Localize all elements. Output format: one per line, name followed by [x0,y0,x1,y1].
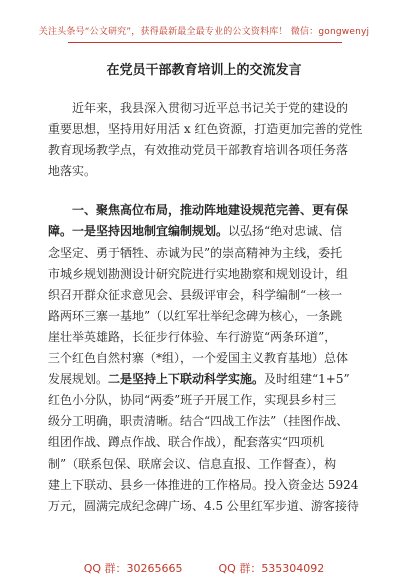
section-line: 念坚定、勇于牺牲、赤诚为民”的崇高精神为主线，委托 [48,245,343,260]
section-line: 三个红色自然村寨（*组），一个爱国主义教育基地）总体 [48,351,349,366]
section-line: 制”（联系包保、联席会议、信息直报、工作督查），构 [48,456,337,471]
intro-line: 教育现场教学点，有效推动党员干部教育培训各项任务落 [48,143,349,158]
footer [0,560,408,576]
intro-line: 重要思想，坚持用好用活 x 红色资源，打造更加完善的党性 [48,122,363,137]
section-line [48,369,366,390]
section-line [48,221,366,242]
section-line: 组团作战、蹲点作战、联合作战），配套落实“四项机 [48,435,325,450]
section-text: 发展规划。 [48,372,109,387]
section-line: 红色小分队，协同“两委”班子开展工作，实现县乡村三 [48,393,337,408]
section-line: 万元，圆满完成纪念碑广场、4.5 公里红军步道、游客接待 [48,498,359,513]
section-line: 市城乡规划勘测设计研究院进行实地勘察和规划设计，组 [48,266,349,281]
document-body [48,98,366,517]
section-line: 织召开群众征求意见会、县级评审会，科学编制“一核一 [48,287,343,302]
header-banner: 关注头条号“公文研究”，获得最新最全最专业的公文资料库！ 微信：gongwenyj [38,27,370,37]
section-line: 建上下联动、县乡一体推进的工作格局。投入资金达 5924 [48,477,359,492]
footer-qq-group-2: QQ 群：535304092 [218,562,325,575]
intro-line: 近年来，我县深入贯彻习近平总书记关于党的建设的 [72,101,349,115]
footer-qq-group-1: QQ 群：30265665 [83,562,183,575]
subheading-2: 二是坚持上下联动科学实施。 [108,372,265,387]
section-text: 及时组建“1+5” [264,372,350,387]
section-line: 崖壮举英雄路，长征步行体验、车行游览“两条环道”， [48,329,337,344]
section-line: 级分工明确，职责清晰。结合“四战工作法”（挂图作战、 [48,414,349,429]
header-divider [68,42,342,43]
subheading-1: 障。一是坚持因地制宜编制规划。 [48,224,229,239]
paragraph-gap [48,182,366,200]
section-heading: 一、聚焦高位布局，推动阵地建设规范完善、更有保 [72,203,349,218]
section-text: 以弘扬“绝对忠诚、信 [228,224,343,239]
page-title: 在党员干部教育培训上的交流发言 [106,63,302,78]
intro-line: 地落实。 [48,164,97,179]
section-line: 路两环三寨一基地”（以红军壮举纪念碑为核心，一条跳 [48,308,343,323]
